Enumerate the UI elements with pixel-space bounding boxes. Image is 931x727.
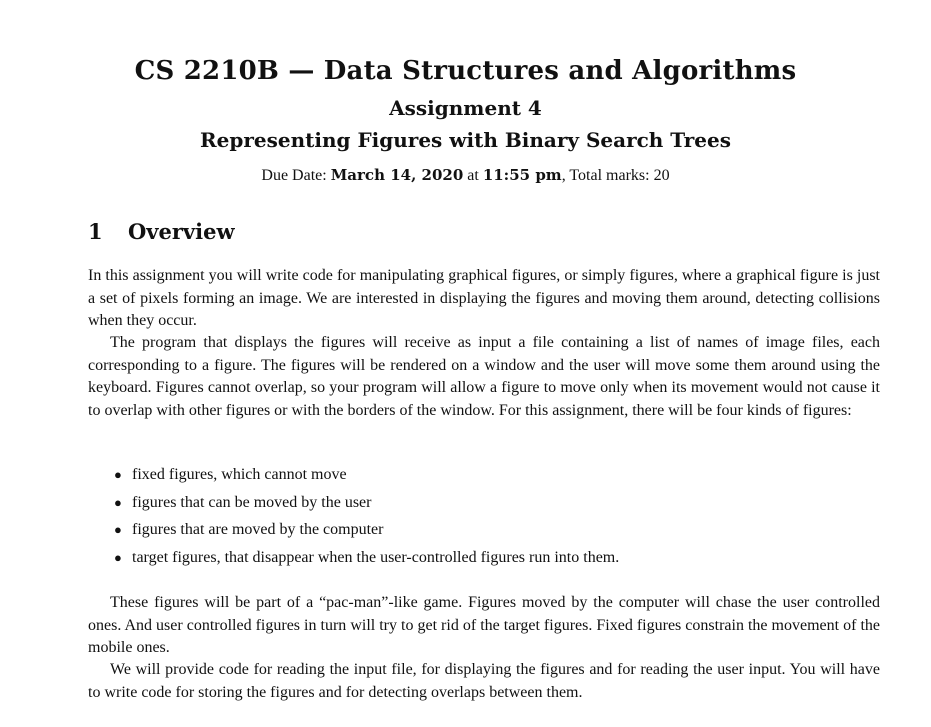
list-item [114, 519, 619, 547]
paragraph-provided-code: We will provide code for reading the input file, for displaying the figures and for reading the user input. You will have to write code for storing the figures and for detecting overlaps between them. [88, 661, 880, 701]
list-item-text: figures that can be moved by the user [132, 493, 372, 511]
due-time: 11:55 pm [482, 166, 562, 184]
list-item-text: target figures, that disappear when the user-controlled figures run into them. [132, 548, 620, 566]
list-item-text: figures that are moved by the computer [132, 521, 384, 538]
due-prefix: Due Date: [261, 167, 331, 184]
bullet-icon: ● [114, 549, 122, 565]
document-title: CS 2210B — Data Structures and Algorithms [134, 56, 797, 86]
paragraph-game: These figures will be part of a “pac-man”-like game. Figures moved by the computer will chase the user controlled ones. And user controlled figures in turn will try to get rid of the target figures. Fixed figures constrain the movement of the mobile ones. [88, 594, 880, 656]
bullet-icon: ● [114, 522, 122, 537]
section-title: Overview [128, 219, 235, 244]
total-marks: , Total marks: 20 [561, 167, 670, 184]
list-item-text: fixed figures, which cannot move [132, 466, 347, 483]
bullet-icon: ● [114, 494, 122, 510]
paragraph-program: The program that displays the figures will receive as input a file containing a list of names of image files, each corresponding to a figure. The figures will be rendered on a window and the user will move some them around using the keyboard. Figures cannot overlap, so your program will allow a figure to move only when its movement would not cause it to overlap with other figures or with the borders of the window. For this assignment, there will be four kinds of figures: [88, 334, 880, 419]
figure-kinds-list [114, 464, 619, 574]
list-item [114, 547, 619, 575]
section-number: 1 [88, 219, 103, 244]
due-date-line [0, 166, 931, 185]
assignment-topic: Representing Figures with Binary Search Trees [200, 128, 731, 152]
due-date: March 14, 2020 [330, 166, 464, 184]
bullet-icon: ● [114, 467, 122, 482]
paragraph-intro: In this assignment you will write code for manipulating graphical figures, or simply figures, where a graphical figure is just a set of pixels forming an image. We are interested in displaying the figures and moving them around, detecting collisions when they occur. [88, 267, 880, 329]
assignment-number: Assignment 4 [389, 96, 542, 120]
list-item [114, 492, 619, 520]
due-at: at [463, 167, 483, 184]
section-heading [88, 219, 235, 244]
list-item [114, 464, 619, 492]
